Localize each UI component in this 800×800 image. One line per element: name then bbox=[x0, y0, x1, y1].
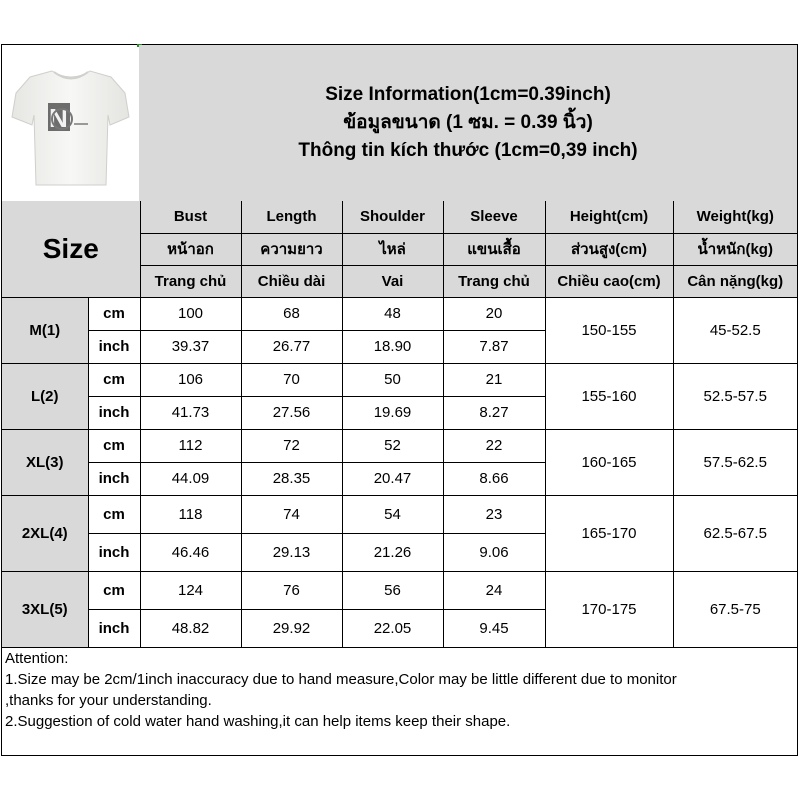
bust-inch: 41.73 bbox=[140, 396, 241, 429]
shoulder-inch: 22.05 bbox=[342, 609, 443, 647]
header-weight: Weight(kg) bbox=[673, 201, 797, 233]
bust-cm: 118 bbox=[140, 495, 241, 533]
length-inch: 29.13 bbox=[241, 533, 342, 571]
table-row bbox=[2, 571, 797, 609]
weight-range: 67.5-75 bbox=[673, 571, 797, 647]
unit-inch: inch bbox=[88, 533, 140, 571]
header-height-thai: ส่วนสูง(cm) bbox=[545, 233, 673, 265]
header-weight-vi: Cân nặng(kg) bbox=[673, 265, 797, 297]
height-range: 160-165 bbox=[545, 429, 673, 495]
svg-text:N: N bbox=[49, 103, 68, 133]
sleeve-inch: 9.06 bbox=[443, 533, 545, 571]
size-header: Size bbox=[2, 201, 140, 297]
unit-cm: cm bbox=[88, 495, 140, 533]
shoulder-cm: 50 bbox=[342, 363, 443, 396]
unit-inch: inch bbox=[88, 609, 140, 647]
bust-inch: 39.37 bbox=[140, 330, 241, 363]
height-range: 170-175 bbox=[545, 571, 673, 647]
weight-range: 62.5-67.5 bbox=[673, 495, 797, 571]
length-cm: 68 bbox=[241, 297, 342, 330]
header-shoulder-thai: ไหล่ bbox=[342, 233, 443, 265]
header-height-vi: Chiều cao(cm) bbox=[545, 265, 673, 297]
attention-heading: Attention: bbox=[5, 650, 69, 667]
header-sleeve-thai: แขนเสื้อ bbox=[443, 233, 545, 265]
attention-line: 1.Size may be 2cm/1inch inaccuracy due to hand measure,Color may be little different due to monitor bbox=[5, 671, 677, 688]
shoulder-inch: 20.47 bbox=[342, 462, 443, 495]
shoulder-cm: 54 bbox=[342, 495, 443, 533]
size-name: L(2) bbox=[2, 363, 88, 429]
size-chart bbox=[1, 44, 798, 756]
unit-inch: inch bbox=[88, 462, 140, 495]
header-row-english bbox=[2, 201, 797, 233]
length-cm: 72 bbox=[241, 429, 342, 462]
height-range: 150-155 bbox=[545, 297, 673, 363]
unit-cm: cm bbox=[88, 363, 140, 396]
bust-inch: 46.46 bbox=[140, 533, 241, 571]
header-bust: Bust bbox=[140, 201, 241, 233]
size-name: M(1) bbox=[2, 297, 88, 363]
header-weight-thai: น้ำหนัก(kg) bbox=[673, 233, 797, 265]
sleeve-inch: 7.87 bbox=[443, 330, 545, 363]
size-table bbox=[2, 201, 797, 648]
sleeve-cm: 22 bbox=[443, 429, 545, 462]
header-length-thai: ความยาว bbox=[241, 233, 342, 265]
attention-line: ,thanks for your understanding. bbox=[5, 692, 212, 709]
weight-range: 45-52.5 bbox=[673, 297, 797, 363]
bust-cm: 112 bbox=[140, 429, 241, 462]
weight-range: 57.5-62.5 bbox=[673, 429, 797, 495]
sleeve-cm: 20 bbox=[443, 297, 545, 330]
size-name: XL(3) bbox=[2, 429, 88, 495]
unit-cm: cm bbox=[88, 571, 140, 609]
shoulder-cm: 56 bbox=[342, 571, 443, 609]
shoulder-cm: 52 bbox=[342, 429, 443, 462]
table-row bbox=[2, 297, 797, 330]
title-block bbox=[139, 45, 797, 201]
header-shoulder-vi: Vai bbox=[342, 265, 443, 297]
height-range: 155-160 bbox=[545, 363, 673, 429]
header-length: Length bbox=[241, 201, 342, 233]
title-vietnamese: Thông tin kích thước (1cm=0,39 inch) bbox=[298, 140, 638, 161]
attention-line: 2.Suggestion of cold water hand washing,it can help items keep their shape. bbox=[5, 713, 511, 730]
length-inch: 29.92 bbox=[241, 609, 342, 647]
length-cm: 70 bbox=[241, 363, 342, 396]
size-name: 3XL(5) bbox=[2, 571, 88, 647]
unit-inch: inch bbox=[88, 330, 140, 363]
shoulder-inch: 19.69 bbox=[342, 396, 443, 429]
shoulder-inch: 18.90 bbox=[342, 330, 443, 363]
sleeve-inch: 8.66 bbox=[443, 462, 545, 495]
bust-inch: 48.82 bbox=[140, 609, 241, 647]
shoulder-cm: 48 bbox=[342, 297, 443, 330]
sleeve-cm: 24 bbox=[443, 571, 545, 609]
title-english: Size Information(1cm=0.39inch) bbox=[325, 84, 611, 105]
weight-range: 52.5-57.5 bbox=[673, 363, 797, 429]
header-row bbox=[2, 45, 797, 202]
sleeve-cm: 21 bbox=[443, 363, 545, 396]
length-inch: 27.56 bbox=[241, 396, 342, 429]
header-bust-thai: หน้าอก bbox=[140, 233, 241, 265]
title-thai: ข้อมูลขนาด (1 ซม. = 0.39 นิ้ว) bbox=[343, 112, 593, 133]
table-row bbox=[2, 429, 797, 462]
header-height: Height(cm) bbox=[545, 201, 673, 233]
unit-inch: inch bbox=[88, 396, 140, 429]
header-shoulder: Shoulder bbox=[342, 201, 443, 233]
product-image-cell bbox=[2, 45, 140, 201]
length-inch: 28.35 bbox=[241, 462, 342, 495]
bust-cm: 124 bbox=[140, 571, 241, 609]
bust-cm: 106 bbox=[140, 363, 241, 396]
bust-cm: 100 bbox=[140, 297, 241, 330]
sleeve-inch: 8.27 bbox=[443, 396, 545, 429]
unit-cm: cm bbox=[88, 297, 140, 330]
table-row bbox=[2, 495, 797, 533]
header-sleeve-vi: Trang chủ bbox=[443, 265, 545, 297]
length-cm: 76 bbox=[241, 571, 342, 609]
size-name: 2XL(4) bbox=[2, 495, 88, 571]
bust-inch: 44.09 bbox=[140, 462, 241, 495]
length-cm: 74 bbox=[241, 495, 342, 533]
header-sleeve: Sleeve bbox=[443, 201, 545, 233]
sleeve-cm: 23 bbox=[443, 495, 545, 533]
length-inch: 26.77 bbox=[241, 330, 342, 363]
tshirt-icon bbox=[2, 45, 139, 201]
table-row bbox=[2, 363, 797, 396]
attention-notes bbox=[5, 648, 793, 732]
unit-cm: cm bbox=[88, 429, 140, 462]
header-length-vi: Chiều dài bbox=[241, 265, 342, 297]
sleeve-inch: 9.45 bbox=[443, 609, 545, 647]
shoulder-inch: 21.26 bbox=[342, 533, 443, 571]
height-range: 165-170 bbox=[545, 495, 673, 571]
header-bust-vi: Trang chủ bbox=[140, 265, 241, 297]
